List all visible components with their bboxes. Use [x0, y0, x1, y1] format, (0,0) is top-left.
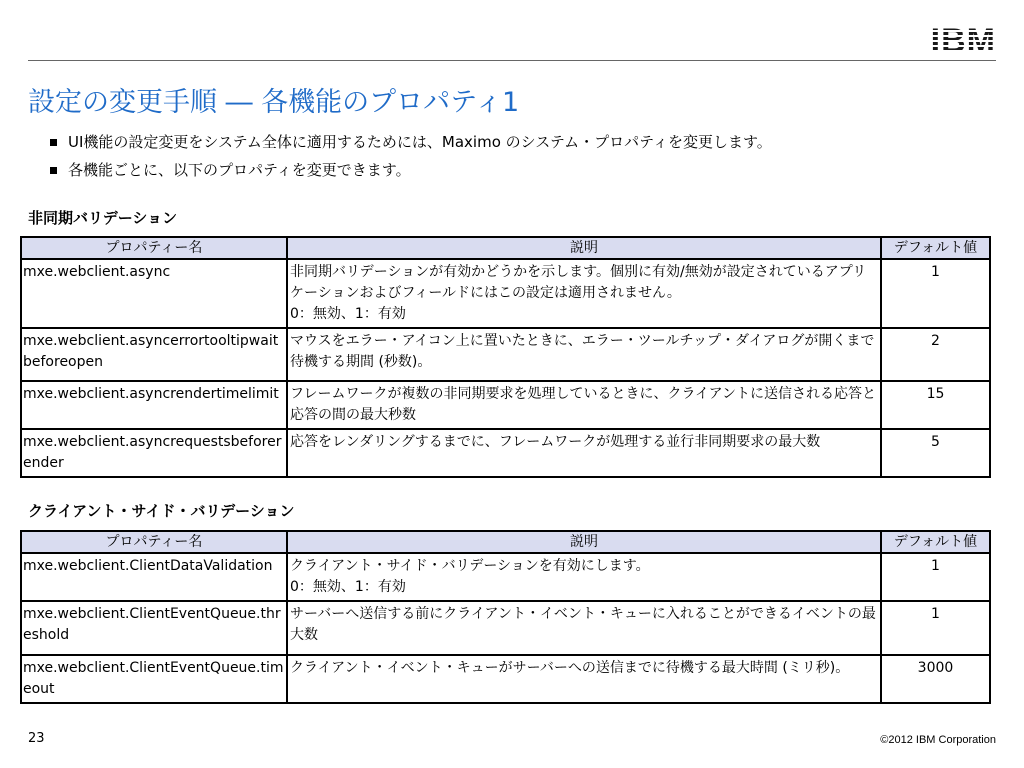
section-heading-client: クライアント・サイド・バリデーション [28, 502, 295, 520]
table-row [21, 328, 990, 381]
column-header-property: プロパティー名 [21, 531, 287, 553]
client-validation-table [20, 530, 991, 704]
property-name: mxe.webclient.ClientEventQueue.timeout [21, 655, 287, 703]
table-row [21, 381, 990, 429]
property-description: フレームワークが複数の非同期要求を処理しているときに、クライアントに送信される応答と応答の間の最大秒数 [287, 381, 881, 429]
table-row [21, 601, 990, 655]
column-header-description: 説明 [287, 531, 881, 553]
property-default: 1 [881, 601, 990, 655]
table-row [21, 553, 990, 601]
table-row [21, 655, 990, 703]
property-description: サーバーへ送信する前にクライアント・イベント・キューに入れることができるイベントの最大数 [287, 601, 881, 655]
slide-title: 設定の変更手順 ― 各機能のプロパティ1 [28, 87, 520, 118]
property-default: 1 [881, 259, 990, 328]
header-divider [28, 60, 996, 61]
property-description: 非同期バリデーションが有効かどうかを示します。個別に有効/無効が設定されているアプリケーションおよびフィールドにはこの設定は適用されません。 0：無効、1：有効 [287, 259, 881, 328]
column-header-default: デフォルト値 [881, 531, 990, 553]
column-header-description: 説明 [287, 237, 881, 259]
property-name: mxe.webclient.asyncrendertimelimit [21, 381, 287, 429]
property-description: マウスをエラー・アイコン上に置いたときに、エラー・ツールチップ・ダイアログが開くまで待機する期間 (秒数)。 [287, 328, 881, 381]
property-description: クライアント・サイド・バリデーションを有効にします。 0：無効、1：有効 [287, 553, 881, 601]
table-header-row [21, 237, 990, 259]
page-number: 23 [28, 731, 45, 746]
property-default: 5 [881, 429, 990, 477]
section-heading-async: 非同期バリデーション [28, 209, 178, 227]
property-name: mxe.webclient.ClientEventQueue.threshold [21, 601, 287, 655]
property-default: 2 [881, 328, 990, 381]
column-header-property: プロパティー名 [21, 237, 287, 259]
bullet-list [48, 128, 772, 184]
bullet-item: UI機能の設定変更をシステム全体に適用するためには、Maximo のシステム・プロパティを変更します。 [48, 128, 772, 156]
table-header-row [21, 531, 990, 553]
async-validation-table [20, 236, 991, 478]
copyright-notice: ©2012 IBM Corporation [880, 734, 996, 746]
ibm-logo: IBM [930, 22, 996, 60]
bullet-item: 各機能ごとに、以下のプロパティを変更できます。 [48, 156, 772, 184]
property-default: 15 [881, 381, 990, 429]
property-name: mxe.webclient.ClientDataValidation [21, 553, 287, 601]
property-default: 1 [881, 553, 990, 601]
property-description: 応答をレンダリングするまでに、フレームワークが処理する並行非同期要求の最大数 [287, 429, 881, 477]
property-note: 0：無効、1：有効 [290, 306, 406, 322]
column-header-default: デフォルト値 [881, 237, 990, 259]
property-description: クライアント・イベント・キューがサーバーへの送信までに待機する最大時間 (ミリ秒)。 [287, 655, 881, 703]
table-row [21, 429, 990, 477]
property-name: mxe.webclient.async [21, 259, 287, 328]
table-row [21, 259, 990, 328]
property-default: 3000 [881, 655, 990, 703]
property-name: mxe.webclient.asyncerrortooltipwaitbeforeopen [21, 328, 287, 381]
property-name: mxe.webclient.asyncrequestsbeforerender [21, 429, 287, 477]
property-note: 0：無効、1：有効 [290, 579, 406, 595]
